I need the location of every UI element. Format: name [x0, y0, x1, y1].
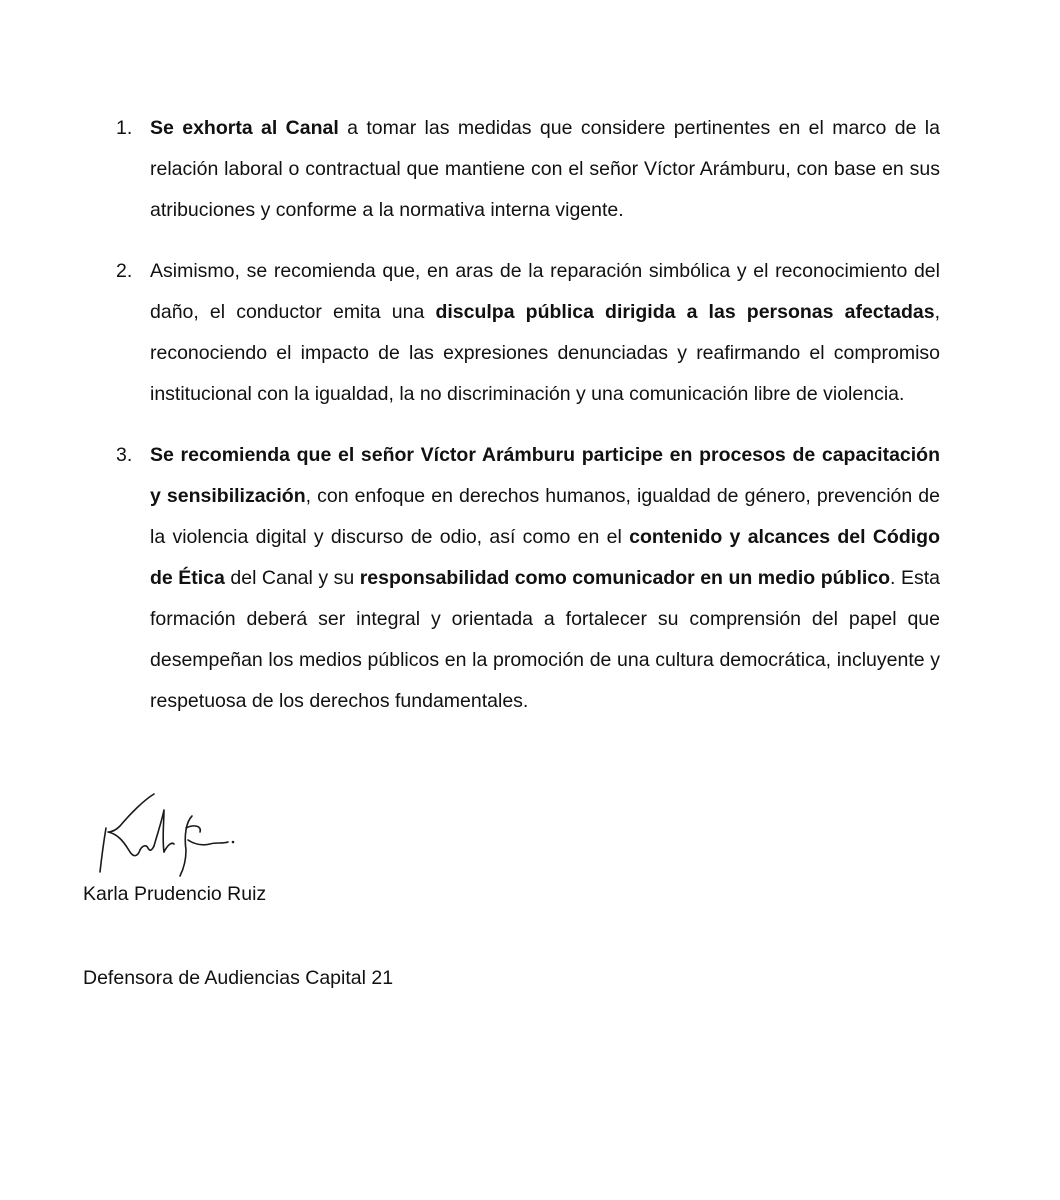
plain-text: Asimismo, se recomienda que, en aras de la reparación simbólica y el reconocimiento del daño, el conductor emita una: [150, 260, 940, 323]
bold-text: Se recomienda que el señor Víctor Arámburu participe en procesos de capacitación y sensibilización: [150, 444, 940, 507]
signer-name: Karla Prudencio Ruiz: [83, 883, 267, 905]
plain-text: del Canal y su: [224, 567, 360, 589]
item-text: [150, 117, 940, 221]
bold-text: contenido y alcances del Código de Ética: [150, 526, 940, 589]
signer-title: Defensora de Audiencias Capital 21: [83, 967, 394, 989]
list-item: [116, 435, 940, 722]
recommendations-list: [116, 108, 940, 742]
list-item: [116, 108, 940, 231]
item-number: 2.: [116, 260, 133, 282]
item-number: 3.: [116, 444, 133, 466]
bold-text: disculpa pública dirigida a las personas afectadas: [435, 301, 935, 323]
bold-text: responsabilidad como comunicador en un medio público: [359, 567, 891, 589]
plain-text: . Esta formación deberá ser integral y orientada a fortalecer su comprensión del papel que desempeñan los medios públicos en la promoción de una cultura democrática, incluyente y respetuosa de los derechos fundamentales.: [150, 567, 940, 712]
plain-text: , reconociendo el impacto de las expresiones denunciadas y reafirmando el compromiso institucional con la igualdad, la no discriminación y una comunicación libre de violencia.: [150, 301, 940, 405]
bold-text: Se exhorta al Canal: [150, 117, 339, 139]
plain-text: , con enfoque en derechos humanos, igualdad de género, prevención de la violencia digital y discurso de odio, así como en el: [150, 485, 940, 548]
item-number: 1.: [116, 117, 133, 139]
item-text: [150, 444, 940, 712]
plain-text: a tomar las medidas que considere pertinentes en el marco de la relación laboral o contractual que mantiene con el señor Víctor Arámburu, con base en sus atribuciones y conforme a la normativa interna vigente.: [150, 117, 940, 221]
handwritten-signature: [94, 792, 244, 878]
item-text: [150, 260, 940, 405]
list-item: [116, 251, 940, 415]
